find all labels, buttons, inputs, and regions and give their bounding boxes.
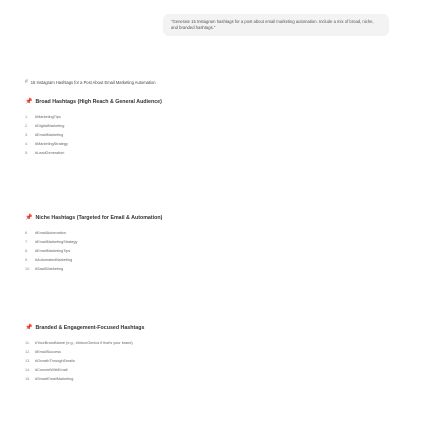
user-prompt-text: "Generate 15 Instagram hashtags for a post about email marketing automation. Include a mix of broad, niche, and branded hashtags."	[171, 19, 374, 30]
list-item: 7. #EmailMarketingStrategy	[25, 239, 78, 244]
list-item: 1. #MarketingTips	[25, 114, 61, 119]
list-item: 13. #GrowthThroughEmails	[25, 358, 75, 363]
response-intro-text: 15 Instagram Hashtags for a Post About Email Marketing Automation	[30, 79, 156, 85]
pushpin-icon: 📌	[25, 215, 33, 221]
list-item: 11. #YourBrandName (e.g., #InboxGenius if that's your brand)	[25, 340, 133, 345]
pushpin-icon: 📌	[25, 99, 33, 105]
section-title: 📌 Branded & Engagement-Focused Hashtags	[25, 324, 145, 331]
list-item: 10. #SaaSMarketing	[25, 266, 64, 271]
response-intro	[25, 79, 155, 85]
list-item: 12. #EmailSuccess	[25, 349, 61, 354]
list-item: 15. #SmartEmailMarketing	[25, 376, 74, 381]
pushpin-icon: 📌	[25, 325, 33, 331]
section-branded	[25, 324, 144, 383]
list-item: 14. #ConvertWithEmail	[25, 367, 68, 372]
list-item: 4. #MarketingStrategy	[25, 141, 68, 146]
section-broad	[25, 98, 162, 157]
section-niche	[25, 214, 162, 273]
section-title: 📌 Niche Hashtags (Targeted for Email & Automation)	[25, 214, 163, 221]
list-item: 6. #EmailAutomation	[25, 230, 66, 235]
list-item: 9. #AutomatedMarketing	[25, 257, 73, 262]
hashtag-icon: #	[25, 79, 28, 85]
list-item: 5. #LeadGeneration	[25, 150, 65, 155]
section-title: 📌 Broad Hashtags (High Reach & General Audience)	[25, 98, 162, 105]
list-item: 3. #EmailMarketing	[25, 132, 64, 137]
list-item: 8. #EmailMarketingTips	[25, 248, 71, 253]
user-prompt-bubble	[163, 14, 389, 36]
list-item: 2. #DigitalMarketing	[25, 123, 65, 128]
